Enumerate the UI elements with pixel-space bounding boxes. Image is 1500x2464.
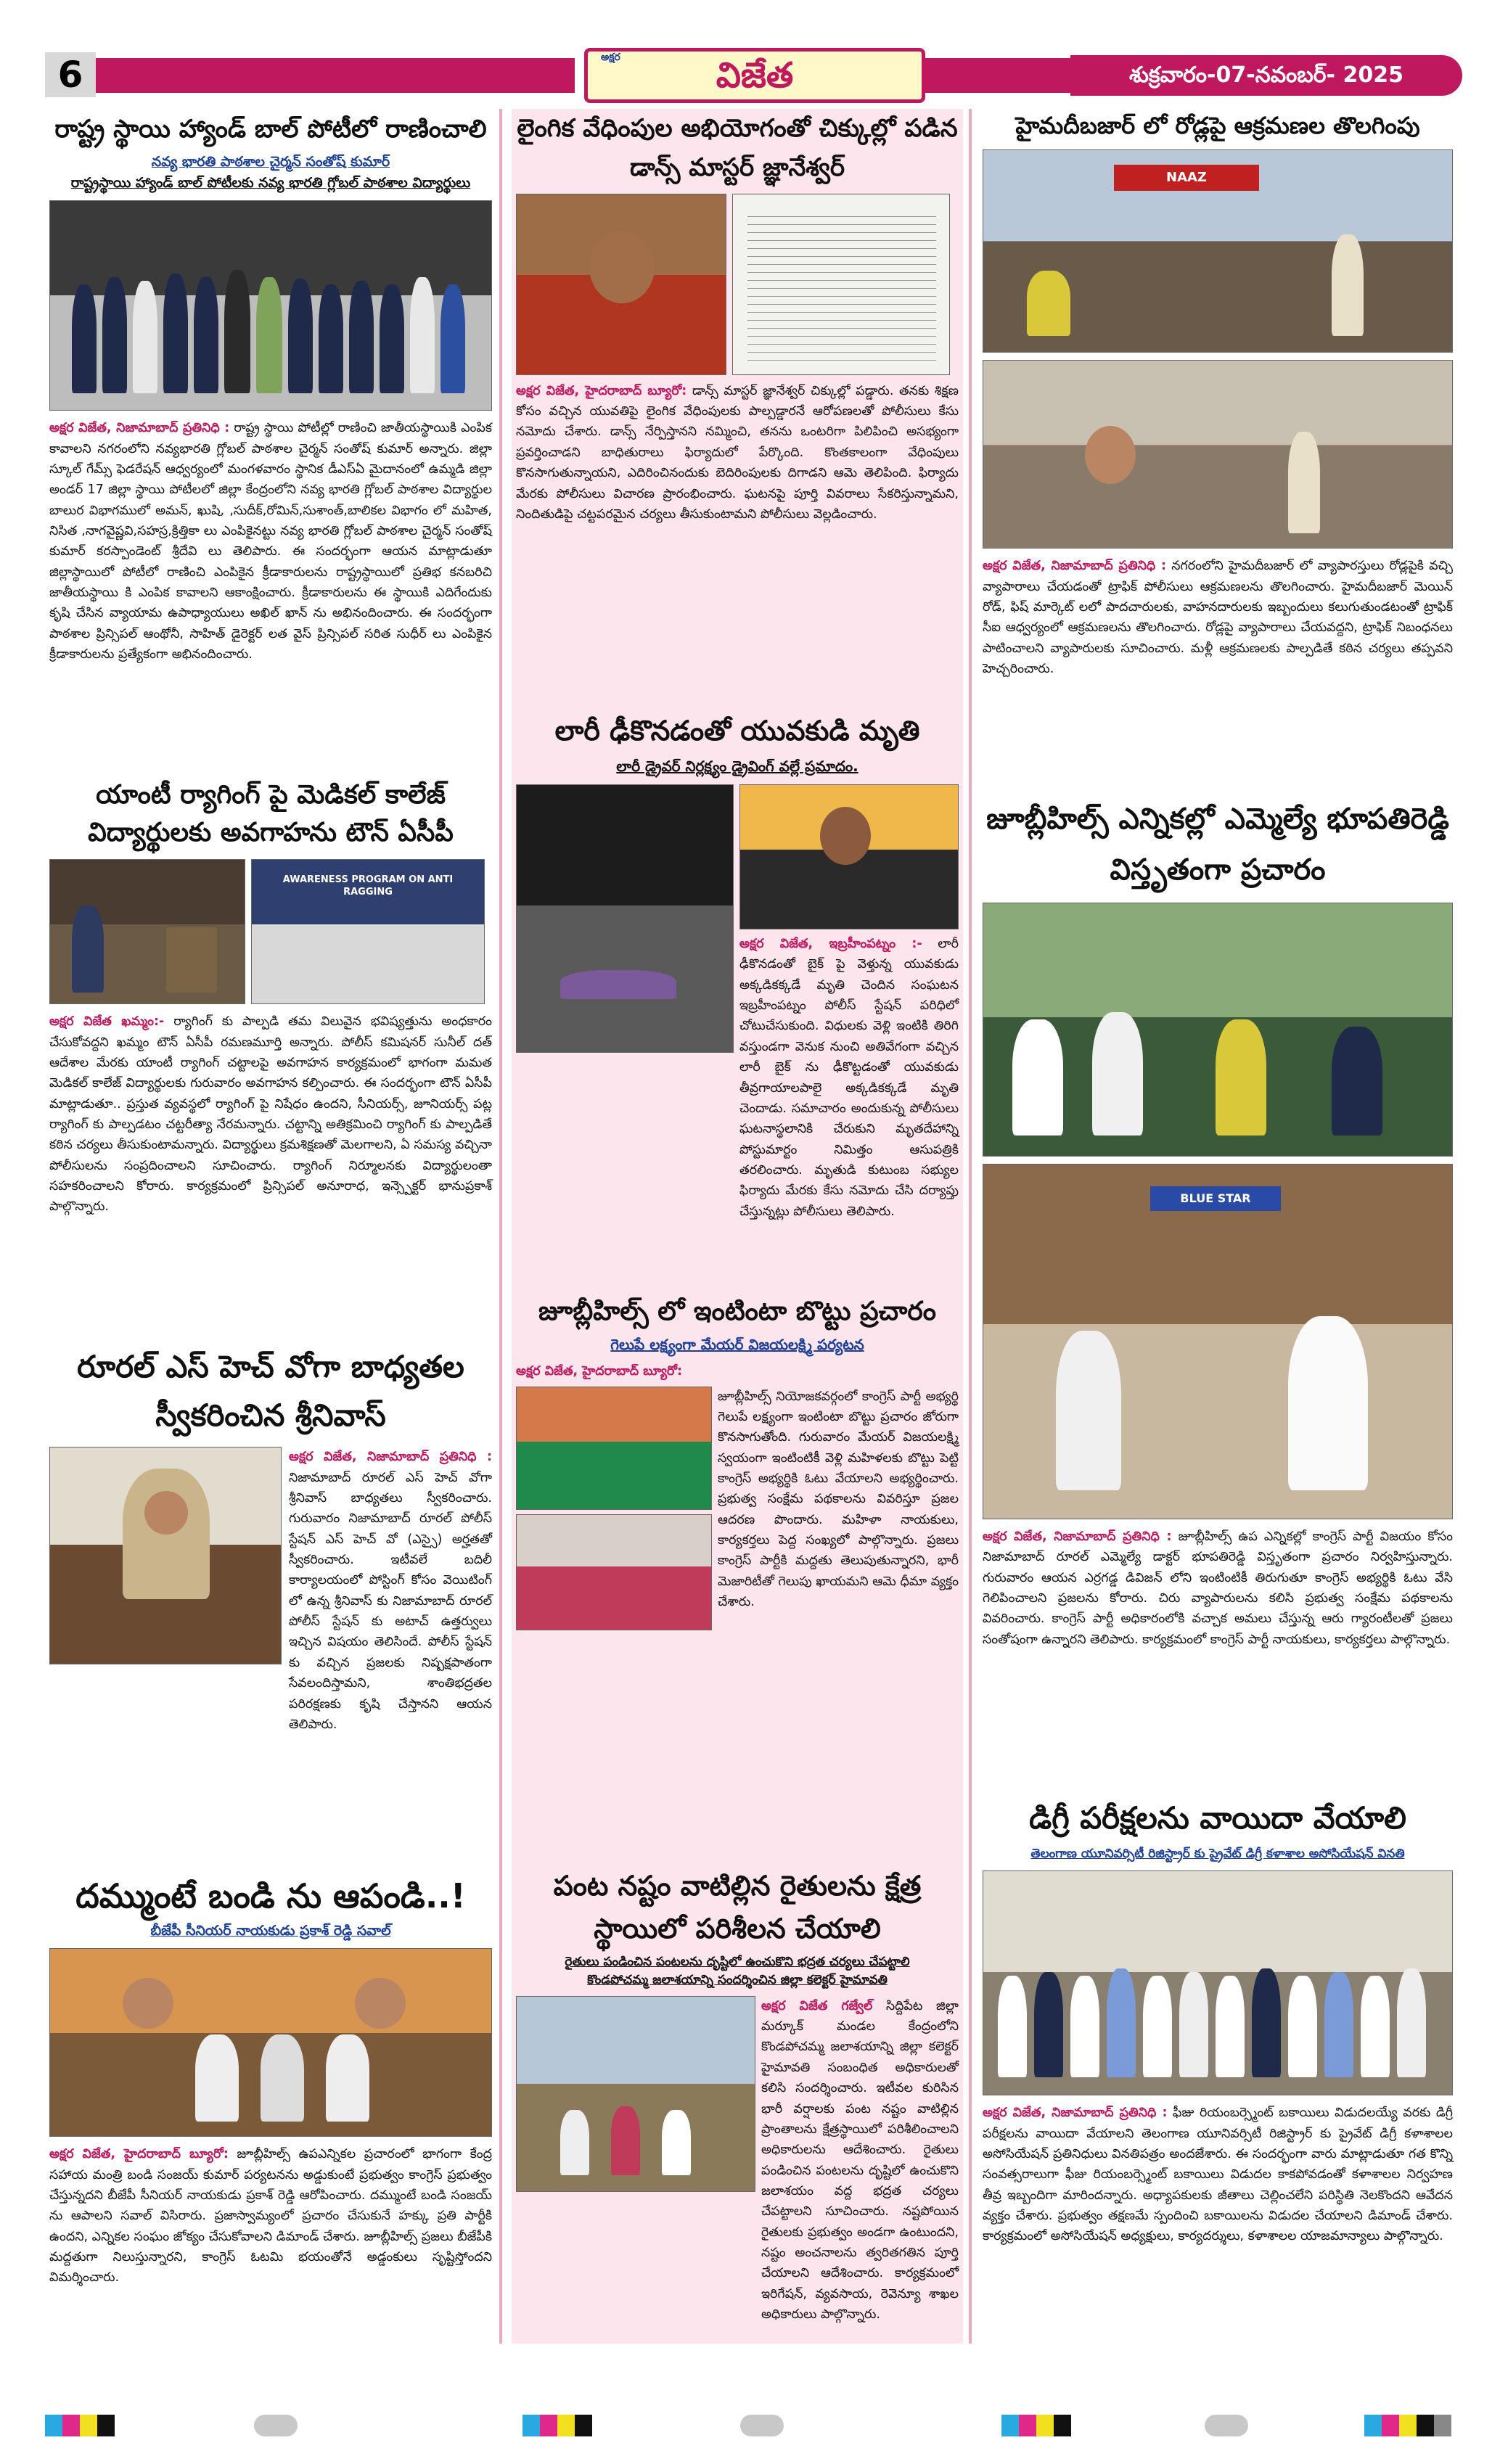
article-headline: దమ్ముంటే బండి ను ఆపండి..! <box>75 1876 466 1915</box>
article-body: అక్షర విజేత, నిజామాబాద్ ప్రతినిధి : రాష్ట్ర స్థాయి పోటీల్లో రాణించి జాతీయస్థాయికి ఎంపిక కావాలని నగరంలోని నవ్యభారతి గ్లోబల్ పాఠశాల చైర్మన్ సంతోష్ కుమార్ అన్నారు. జిల్లా స్కూల్ గేమ్స్ ఫెడరేషన్ ఆధ్వర్యంలో మంగళవారం స్థానిక డీఎస్ఏ మైదానంలో ఉమ్మడి జిల్లా అండర్ 17 జిల్లా స్థాయి పోటీలలో జిల్లా కేంద్రంలోని నవ్య భారతి గ్లోబల్ పాఠశాల విద్యార్థుల బాలుర విభాగములో అమన్, ఖుషి, ,సుదీక్,రోమిన్,సుశాంత్,బాలికల విభాగం లో మహిత, నిసిత ,నాగవైష్ణవి,సహస్ర,క్రిత్తికా లు ఎంపికైనట్టు నవ్య భారతి గ్లోబల్ పాఠశాల చైర్మన్ సంతోష్ కుమార్ కరస్పాండెంట్ శ్రీదేవి లు తెలిపారు. ఈ సందర్భంగా ఆయన మాట్లాడుతూ జిల్లాస్థాయిలో పోటీలో రాణించి ఎంపికైన క్రీడాకారులను రాష్ట్రస్థాయిలో ప్రతిభ కనబరిచి జాతీయస్థాయి కి ఎంపిక కావాలని ఆకాంక్షించారు. క్రీడాకారులను ఈ స్థాయికి ఎదిగేందుకు కృషి చేసిన వ్యాయామ ఉపాధ్యాయులు అఖిల్ ఖాన్ ను అభినందించారు. ఈ సందర్భంగా పాఠశాల ప్రిన్సిపల్ ఆంథోనీ, సాహిత్ డైరెక్టర్ లత వైస్ ప్రిన్సిపల్ సరిత సుధీర్ లు ఎంపికైన క్రీడాకారులను ప్రత్యేకంగా అభినందించారు. <box>49 421 492 662</box>
registration-mark <box>1001 2415 1071 2436</box>
article-body: అక్షర విజేత గజ్వేల్ సిద్దిపేట జిల్లా మర్కూక్ మండల కేంద్రంలోని కొండపోచమ్మ జలాశయాన్ని జిల్లా కలెక్టర్ హైమావతి సంబంధిత అధికారులతో కలిసి సందర్శించారు. ఇటీవల కురిసిన భారీ వర్షాలకు పంట నష్టం వాటిల్లిన ప్రాంతాలను క్షేత్రస్థాయిలో పరిశీలించాలని అధికారులను ఆదేశించారు. రైతులు పండించిన పంటలను దృష్టిలో ఉంచుకొని జలాశయం వద్ద భద్రత చర్యలు చేపట్టాలని సూచించారు. నష్టపోయిన రైతులకు ప్రభుత్వం అండగా ఉంటుందని, నష్టం అంచనాలను త్వరితగతిన పూర్తి చేయాలని ఆదేశించారు. కార్యక్రమంలో ఇరిగేషన్, వ్యవసాయ, రెవెన్యూ శాఖల అధికారులు పాల్గొన్నారు. <box>761 1998 959 2322</box>
article-subhead: తెలంగాణ యూనివర్సిటీ రిజిస్ట్రార్ కు ప్రైవేట్ డిగ్రీ కళాశాల అసోసియేషన్ వినతి <box>1030 1846 1405 1861</box>
article-encroachment-removal <box>978 109 1457 784</box>
article-body: అక్షర విజేత, హైదరాబాద్ బ్యూరో: డాన్స్ మాస్టర్ జ్ఞానేశ్వర్ చిక్కుల్లో పడ్డారు. తనకు శిక్షణ కోసం వచ్చిన యువతిపై లైంగిక వేధింపులకు పాల్పడ్డారనే ఆరోపణలతో పోలీసులు కేసు నమోదు చేశారు. డాన్స్ నేర్పిస్తానని నమ్మించి, తనను ఒంటరిగా పిలిపించి అసభ్యంగా ప్రవర్తించాడని బాధితురాలు ఫిర్యాదులో పేర్కొంది. కొంతకాలంగా వేధింపులు కొనసాగుతున్నాయని, ఎదిరించినందుకు బెదిరింపులకు దిగాడని ఆమె తెలిపింది. ఫిర్యాదు మేరకు పోలీసులు విచారణ ప్రారంభించారు. ఘటనపై పూర్తి వివరాలు సేకరిస్తున్నామని, నిందితుడిపై చట్టపరమైన చర్యలు తీసుకుంటామని పోలీసులు వెల్లడించారు. <box>516 383 959 522</box>
registration-oval <box>254 2415 298 2436</box>
reservoir-visit-photo <box>516 1996 755 2192</box>
photo-stack <box>516 1387 712 1630</box>
awareness-banner: AWARENESS PROGRAM ON ANTI RAGGING <box>282 874 454 898</box>
article-body: అక్షర విజేత, నిజామాబాద్ ప్రతినిధి : ఫీజు రియంబర్స్మెంట్ బకాయిలు విడుదలయ్యే వరకు డిగ్రీ పరీక్షలను వాయిదా వేయాలని తెలంగాణ యూనివర్సిటీ రిజిస్ట్రార్ కు ప్రైవేట్ డిగ్రీ కళాశాలల అసోసియేషన్ ప్రతినిధులు వినతిపత్రం అందజేశారు. ఈ సందర్భంగా వారు మాట్లాడుతూ గత కొన్ని సంవత్సరాలుగా ఫీజు రియంబర్స్మెంట్ బకాయిలు విడుదల కాకపోవడంతో కళాశాలల నిర్వహణ తీవ్ర ఇబ్బందిగా మారిందన్నారు. అధ్యాపకులకు జీతాలు చెల్లించలేని పరిస్థితి నెలకొందని ఆవేదన వ్యక్తం చేశారు. ప్రభుత్వం తక్షణమే స్పందించి బకాయిలను విడుదల చేయాలని డిమాండ్ చేశారు. కార్యక్రమంలో అసోసియేషన్ అధ్యక్షులు, కార్యదర్శులు, కళాశాలల యాజమాన్యాలు పాల్గొన్నారు. <box>983 2106 1453 2244</box>
article-byline: అక్షర విజేత, నిజామాబాద్ ప్రతినిధి : <box>983 1529 1172 1544</box>
photo-row <box>516 784 959 1222</box>
article-byline: అక్షర విజేత, హైదరాబాద్ బ్యూరో: <box>516 383 687 398</box>
event-photo-audience <box>251 859 485 1004</box>
article-subhead: నవ్య భారతి పాఠశాల చైర్మన్ సంతోష్ కుమార్ <box>151 154 390 171</box>
header-bar-mid <box>925 58 1070 93</box>
masthead <box>584 48 925 103</box>
article-subhead: రాష్ట్రస్థాయి హ్యాండ్ బాల్ పోటీలకు నవ్య భారతి గ్లోబల్ పాఠశాల విద్యార్థులు <box>70 174 471 191</box>
article-byline: అక్షర విజేత, హైదరాబాద్ బ్యూరో: <box>49 2147 229 2162</box>
column-3 <box>978 109 1457 2344</box>
article-rural-sho <box>45 1342 496 1872</box>
article-body: అక్షర విజేత, ఇబ్రహీంపట్నం :- లారీ ఢీకొనడంతో బైక్ పై వెళ్తున్న యువకుడు అక్కడికక్కడే మృతి చెందిన సంఘటన ఇబ్రహీంపట్నం పోలీస్ స్టేషన్ పరిధిలో చోటుచేసుకుంది. విధులకు వెళ్లి ఇంటికి తిరిగి వస్తుండగా వెనుక నుంచి అతివేగంగా వచ్చిన లారీ బైక్ ను ఢీకొట్టడంతో యువకుడు తీవ్రగాయాలపాలై అక్కడికక్కడే మృతి చెందాడు. సమాచారం అందుకున్న పోలీసులు ఘటనాస్థలానికి చేరుకుని మృతదేహాన్ని పోస్టుమార్టం నిమిత్తం ఆసుపత్రికి తరలించారు. మృతుడి కుటుంబ సభ్యుల ఫిర్యాదు మేరకు కేసు నమోదు చేసి దర్యాప్తు చేస్తున్నట్లు పోలీసులు తెలిపారు. <box>739 937 959 1219</box>
article-headline: యాంటీ ర్యాగింగ్ పై మెడికల్ కాలేజ్ విద్యార్థులకు అవగాహను టౌన్ ఏసీపీ <box>88 780 454 848</box>
complaint-document-photo <box>732 194 950 375</box>
article-body: అక్షర విజేత, నిజామాబాద్ ప్రతినిధి : నగరంలోని హైమదీబజార్ లో వ్యాపారస్తులు రోడ్లపైకి వచ్చి వ్యాపారాలు చేయడంతో ట్రాఫిక్ పోలీసులు ఆక్రమణలను తొలగించారు. హైమదీబజార్ మెయిన్ రోడ్, ఫిష్ మార్కెట్ లలో పాదచారులకు, వాహనదారులకు ఇబ్బందులు కలుగుతుండటంతో ట్రాఫిక్ సీఐ ఆధ్వర్యంలో ఆక్రమణలను తొలగించారు. రోడ్లపై వ్యాపారాలు చేయవద్దని, ట్రాఫిక్ నిబంధనలు పాటించాలని వ్యాపారులకు సూచించారు. మళ్లీ ఆక్రమణలకు పాల్పడితే కఠిన చర్యలు తప్పవని హెచ్చరించారు. <box>983 559 1453 677</box>
campaign-photo-shop <box>983 1164 1453 1519</box>
article-byline: అక్షర విజేత, హైదరాబాద్ బ్యూరో: <box>516 1364 683 1379</box>
article-byline: అక్షర విజేత, నిజామాబాద్ ప్రతినిధి : <box>983 2106 1168 2121</box>
article-byline: అక్షర విజేత ఖమ్మం:- <box>49 1014 165 1030</box>
article-byline: అక్షర విజేత, నిజామాబాద్ ప్రతినిధి : <box>289 1450 492 1465</box>
article-body-intro <box>512 1361 963 1381</box>
dateline: శుక్రవారం-07-నవంబర్- 2025 <box>1070 55 1462 96</box>
article-subhead: రైతులు పండించిన పంటలను దృష్టిలో ఉంచుకొని భద్రత చర్యలు చేపట్టాలి <box>565 1954 910 1969</box>
registration-mark <box>522 2415 592 2436</box>
article-headline: పంట నష్టం వాటిల్లిన రైతులను క్షేత్ర స్థాయిలో పరిశీలన చేయాలి <box>553 1870 922 1944</box>
accused-photo <box>516 194 726 375</box>
article-byline: అక్షర విజేత, ఇబ్రహీంపట్నం :- <box>739 937 922 952</box>
article-subhead: లారీ డ్రైవర్ నిర్లక్ష్యం డ్రైవింగ్ వల్లే ప్రమాదం. <box>616 757 858 776</box>
article-lorry-accident <box>512 704 963 1284</box>
article-body: అక్షర విజేత ఖమ్మం:- ర్యాగింగ్ కు పాల్పడి తమ విలువైన భవిష్యత్తును అంధకారం చేసుకోవద్దని ఖమ్మం టౌన్ ఏసీపీ రమణమూర్తి అన్నారు. పోలీస్ కమిషనర్ సునీల్ దత్ ఆదేశాల మేరకు యాంటీ ర్యాగింగ్ చట్టాలపై అవగాహన కార్యక్రమంలో భాగంగా మమత మెడికల్ కాలేజ్ విద్యార్థులకు గురువారం అవగాహన కల్పించారు. ఈ సందర్భంగా టౌన్ ఏసీపీ మాట్లాడుతూ.. ప్రస్తుత వ్యవస్థలో ర్యాగింగ్ పై నిషేధం ఉందని, సీనియర్స్, జూనియర్స్ పట్ల ర్యాగింగ్ కు పాల్పడటం చట్టరీత్యా నేరమన్నారు. చట్టాన్ని అతిక్రమించి ర్యాగింగ్ కు పాల్పడితే కఠిన చర్యలు తీసుకుంటామన్నారు. విద్యార్థులు క్రమశిక్షణతో మెలగాలని, ఏ సమస్య వచ్చినా పోలీసులను సంప్రదించాలని సూచించారు. ర్యాగింగ్ నిర్మూలనకు విద్యార్థులంతా సహకరించాలని కోరారు. కార్యక్రమంలో ప్రిన్సిపల్ అనూరాధ, ఇన్స్పెక్టర్ భానుప్రకాశ్ పాల్గొన్నారు. <box>49 1014 492 1215</box>
article-dance-master <box>512 109 963 704</box>
article-body-wrap <box>516 1996 959 2325</box>
article-headline: జూబ్లీహిల్స్ ఎన్నికల్లో ఎమ్మెల్యే భూపతిరెడ్డి విస్తృతంగా ప్రచారం <box>986 802 1449 887</box>
column-2 <box>512 109 963 2344</box>
article-body: అక్షర విజేత, హైదరాబాద్ బ్యూరో: జూబ్లీహిల్స్ ఉపఎన్నికల ప్రచారంలో భాగంగా కేంద్ర సహాయ మంత్రి బండి సంజయ్ కుమార్ పర్యటనను అడ్డుకుంటే ప్రభుత్వం కాంగ్రెస్ ప్రభుత్వం చేస్తున్నదని బీజేపీ సీనియర్ నాయకుడు ప్రకాశ్ రెడ్డి ఆరోపించారు. దమ్ముంటే బండి సంజయ్ ను ఆపాలని సవాల్ విసిరారు. ప్రజాస్వామ్యంలో ప్రచారం చేసుకునే హక్కు ప్రతి పార్టీకి ఉందని, ఎన్నికల సంఘం జోక్యం చేసుకోవాలని డిమాండ్ చేశారు. జూబ్లీహిల్స్ ప్రజలు బీజేపీకి మద్దతుగా నిలుస్తున్నారని, కాంగ్రెస్ ఓటమి భయంతోనే అడ్డంకులు సృష్టిస్తోందని విమర్శించారు. <box>49 2147 492 2286</box>
registration-oval <box>740 2415 784 2436</box>
header-bar-left <box>96 58 575 93</box>
article-subhead: కొండపోచమ్మ జలాశయాన్ని సందర్శించిన జిల్లా కలెక్టర్ హైమావతి <box>587 1973 888 1988</box>
article-body-wrap <box>49 1447 492 1735</box>
shop-sign: NAAZ <box>1114 165 1259 191</box>
encroachment-photo-2 <box>983 360 1453 549</box>
article-headline: హైమదీబజార్ లో రోడ్లపై ఆక్రమణల తొలగింపు <box>1015 112 1420 139</box>
registration-mark <box>1364 2415 1451 2436</box>
team-photo <box>49 200 492 411</box>
article-body: అక్షర విజేత, నిజామాబాద్ ప్రతినిధి : జూబ్లీహిల్స్ ఉప ఎన్నికల్లో కాంగ్రెస్ పార్టీ విజయం కోసం నిజామాబాద్ రూరల్ ఎమ్మెల్యే డాక్టర్ భూపతిరెడ్డి విస్తృతంగా ప్రచారం నిర్వహిస్తున్నారు. గురువారం ఆయన ఎర్రగడ్డ డివిజన్ లోని ఇంటింటికీ తిరుగుతూ కాంగ్రెస్ అభ్యర్థికి ఓటు వేసి గెలిపించాలని ప్రజలను కోరారు. చిరు వ్యాపారులను కలిసి ప్రభుత్వ సంక్షేమ పథకాలను వివరించారు. కాంగ్రెస్ పార్టీ అధికారంలోకి వచ్చాక అమలు చేస్తున్న ఆరు గ్యారంటీలతో ప్రజలు సంతోషంగా ఉన్నారని తెలిపారు. కార్యక్రమంలో కాంగ్రెస్ పార్టీ నాయకులు, కార్యకర్తలు పాల్గొన్నారు. <box>983 1529 1453 1647</box>
paper-name: విజేత <box>716 55 794 96</box>
article-headline: జూబ్లీహిల్స్ లో ఇంటింటా బొట్టు ప్రచారం <box>538 1297 936 1326</box>
article-anti-ragging <box>45 776 496 1342</box>
article-headline: లైంగిక వేధింపుల అభియోగంతో చిక్కుల్లో పడిన డాన్స్ మాస్టర్ జ్ఞానేశ్వర్ <box>517 114 958 183</box>
article-body: అక్షర విజేత, నిజామాబాద్ ప్రతినిధి : నిజామాబాద్ రూరల్ ఎస్ హెచ్ వోగా శ్రీనివాస్ బాధ్యతలు స్వీకరించారు. గురువారం నిజామాబాద్ రూరల్ పోలీస్ స్టేషన్ ఎస్ హెచ్ వో (ఎస్సై) అర్హతతో స్వీకరించారు. ఇటీవలే బదిలీ కార్యాలయంలో పోస్టింగ్ కోసం వెయిటింగ్ లో ఉన్న శ్రీనివాస్ కు నిజామాబాద్ రూరల్ పోలీస్ స్టేషన్ కు అటాచ్ ఉత్తర్వులు ఇచ్చిన విషయం తెలిసిందే. పోలీస్ స్టేషన్ కు వచ్చిన ప్రజలకు నిష్పక్షపాతంగా సేవలందిస్తామని, శాంతిభద్రతల పరిరక్షణకు కృషి చేస్తానని ఆయన తెలిపారు. <box>289 1450 492 1732</box>
column-divider <box>499 109 502 2344</box>
campaign-photo-1 <box>516 1387 712 1510</box>
officer-photo <box>49 1447 282 1664</box>
article-byline: అక్షర విజేత, నిజామాబాద్ ప్రతినిధి : <box>983 559 1167 574</box>
column-divider <box>969 109 972 2344</box>
article-handball <box>45 109 496 776</box>
article-body-wrap <box>516 1387 959 1630</box>
article-body: జూబ్లీహిల్స్ నియోజకవర్గంలో కాంగ్రెస్ పార్టీ అభ్యర్థి గెలుపే లక్ష్యంగా ఇంటింటా బొట్టు ప్రచారం జోరుగా కొనసాగుతోంది. గురువారం మేయర్ విజయలక్ష్మి స్వయంగా ఇంటింటికీ వెళ్లి మహిళలకు బొట్టు పెట్టి కాంగ్రెస్ అభ్యర్థికి ఓటు వేయాలని అభ్యర్థించారు. ప్రభుత్వ సంక్షేమ పథకాలను వివరిస్తూ ప్రజల ఆదరణ పొందారు. మహిళా నాయకులు, కార్యకర్తలు పెద్ద సంఖ్యలో పాల్గొన్నారు. ప్రజలు కాంగ్రెస్ పార్టీకి మద్దతు తెలుపుతున్నారని, భారీ మెజారిటీతో గెలుపు ఖాయమని ఆమె ధీమా వ్యక్తం చేశారు. <box>718 1389 959 1609</box>
column-1 <box>45 109 496 2344</box>
encroachment-photo-1 <box>983 149 1453 353</box>
article-headline: రాష్ట్ర స్థాయి హ్యాండ్ బాల్ పోటీలో రాణించాలి <box>54 115 487 144</box>
article-degree-exams <box>978 1792 1457 2344</box>
photo-row <box>49 859 492 1004</box>
victim-photo <box>739 784 959 929</box>
registration-oval <box>1205 2415 1248 2436</box>
photo-row <box>516 194 959 375</box>
article-headline: రూరల్ ఎస్ హెచ్ వోగా బాధ్యతల స్వీకరించిన శ్రీనివాస్ <box>77 1349 464 1434</box>
article-headline: లారీ ఢీకొనడంతో యువకుడి మృతి <box>554 715 920 747</box>
article-bhupathi-reddy-campaign <box>978 784 1457 1792</box>
article-byline: అక్షర విజేత గజ్వేల్ <box>761 1998 873 2013</box>
press-meet-photo <box>49 1948 492 2137</box>
paper-tag: అక్షర <box>601 52 620 63</box>
accident-scene-photo <box>516 784 734 1053</box>
event-photo-stage <box>49 859 245 1004</box>
registration-mark <box>45 2415 115 2436</box>
article-crop-loss <box>512 1865 963 2344</box>
article-bandi-challenge <box>45 1872 496 2344</box>
photo-and-text <box>739 784 959 1222</box>
campaign-photo-2 <box>516 1514 712 1630</box>
page-number: 6 <box>45 52 96 97</box>
article-bottu-campaign <box>512 1284 963 1865</box>
campaign-photo-street <box>983 903 1453 1157</box>
article-byline: అక్షర విజేత, నిజామాబాద్ ప్రతినిధి : <box>49 421 230 436</box>
memorandum-photo <box>983 1870 1453 2095</box>
cooler-label: BLUE STAR <box>1150 1186 1281 1211</box>
article-headline: డిగ్రీ పరీక్షలను వాయిదా వేయాలి <box>1029 1800 1406 1836</box>
article-subhead: బీజేపీ సీనియర్ నాయకుడు ప్రకాశ్ రెడ్డి సవాల్ <box>150 1922 391 1939</box>
article-subhead: గెలుపే లక్ష్యంగా మేయర్ విజయలక్ష్మి పర్యటన <box>610 1336 864 1354</box>
